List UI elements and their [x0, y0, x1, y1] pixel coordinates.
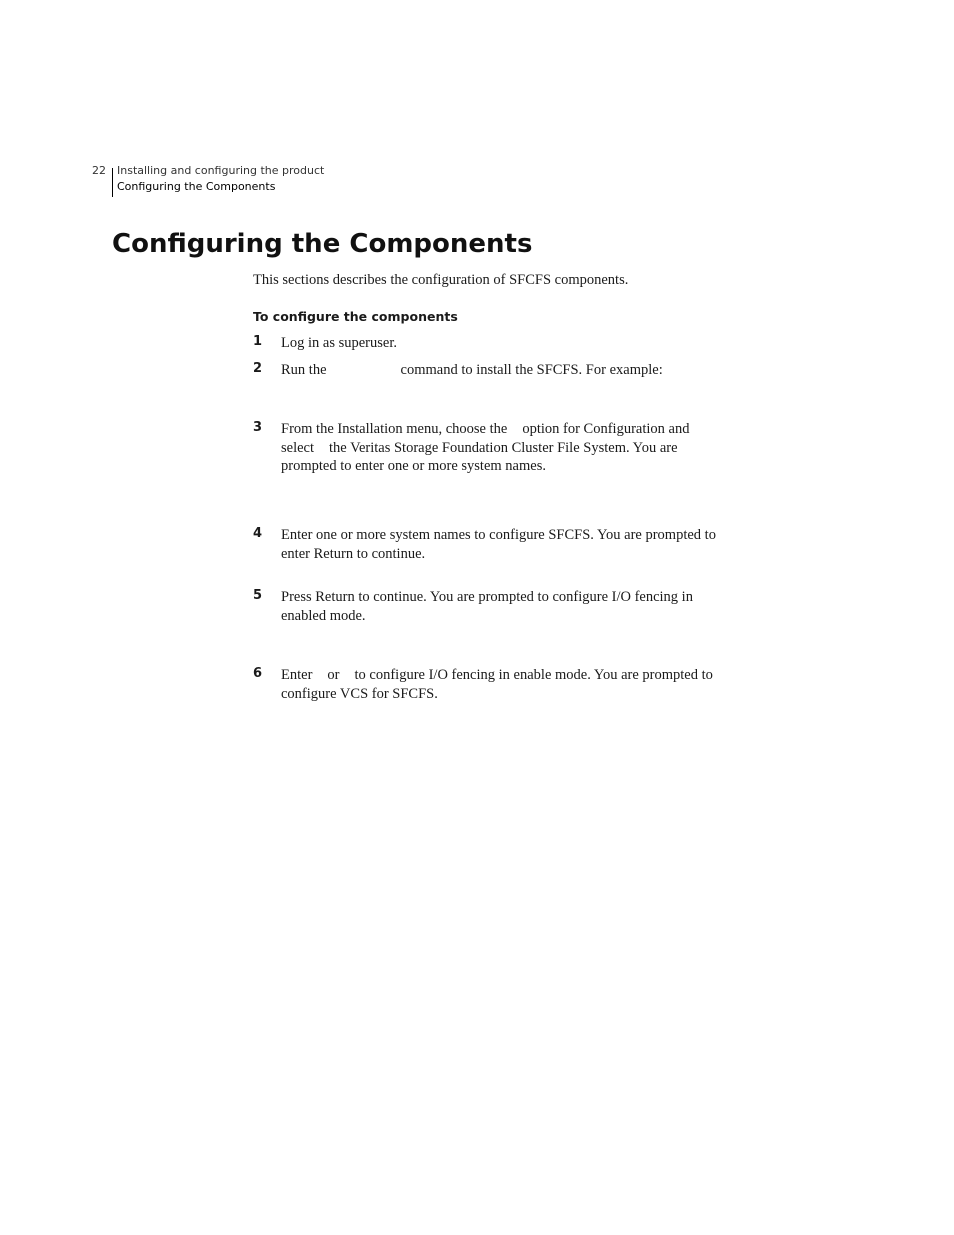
step-text-fragment: Press Return to continue. You are prompted to configure I/O fencing in	[281, 589, 693, 605]
step-text	[281, 588, 751, 625]
step-text-fragment: Run the	[281, 362, 327, 378]
step-text-fragment: Enter one or more system names to configure SFCFS. You are prompted to	[281, 527, 716, 543]
step-number: 1	[253, 334, 263, 349]
step-text-fragment: the Veritas Storage Foundation Cluster File System. You are	[329, 439, 678, 456]
intro-paragraph: This sections describes the configuration of SFCFS components.	[253, 272, 629, 288]
step-text-fragment: From the Installation menu, choose the	[281, 421, 508, 437]
step-text-fragment: to configure I/O fencing in enable mode. You are prompted to	[354, 667, 713, 683]
running-header-chapter: Installing and configuring the product	[117, 164, 325, 177]
step-text	[281, 666, 751, 703]
step-text-fragment: command to install the SFCFS. For example:	[400, 362, 663, 378]
step-text	[281, 420, 751, 476]
procedure-title: To configure the components	[253, 309, 458, 324]
section-title: Configuring the Components	[112, 229, 533, 259]
step-number: 3	[253, 420, 263, 435]
step-number: 4	[253, 526, 263, 541]
step-text-fragment: option for Configuration and	[522, 421, 690, 437]
running-header-section: Configuring the Components	[117, 180, 276, 193]
step-number: 2	[253, 361, 263, 376]
step-text-fragment: configure VCS for SFCFS.	[281, 685, 438, 702]
header-divider	[112, 168, 113, 197]
step-text	[281, 361, 751, 380]
step-text-fragment: prompted to enter one or more system names.	[281, 458, 546, 474]
step-text-fragment: enabled mode.	[281, 607, 366, 624]
step-text-fragment: Log in as superuser.	[281, 335, 397, 351]
step-text-fragment: Enter	[281, 667, 313, 683]
step-text-fragment: enter Return to continue.	[281, 545, 426, 562]
page-number: 22	[92, 164, 106, 177]
step-text	[281, 526, 751, 563]
step-text-fragment: or	[327, 667, 340, 683]
step-number: 6	[253, 666, 263, 681]
step-text-fragment: select	[281, 439, 315, 456]
step-number: 5	[253, 588, 263, 603]
step-text	[281, 334, 751, 353]
